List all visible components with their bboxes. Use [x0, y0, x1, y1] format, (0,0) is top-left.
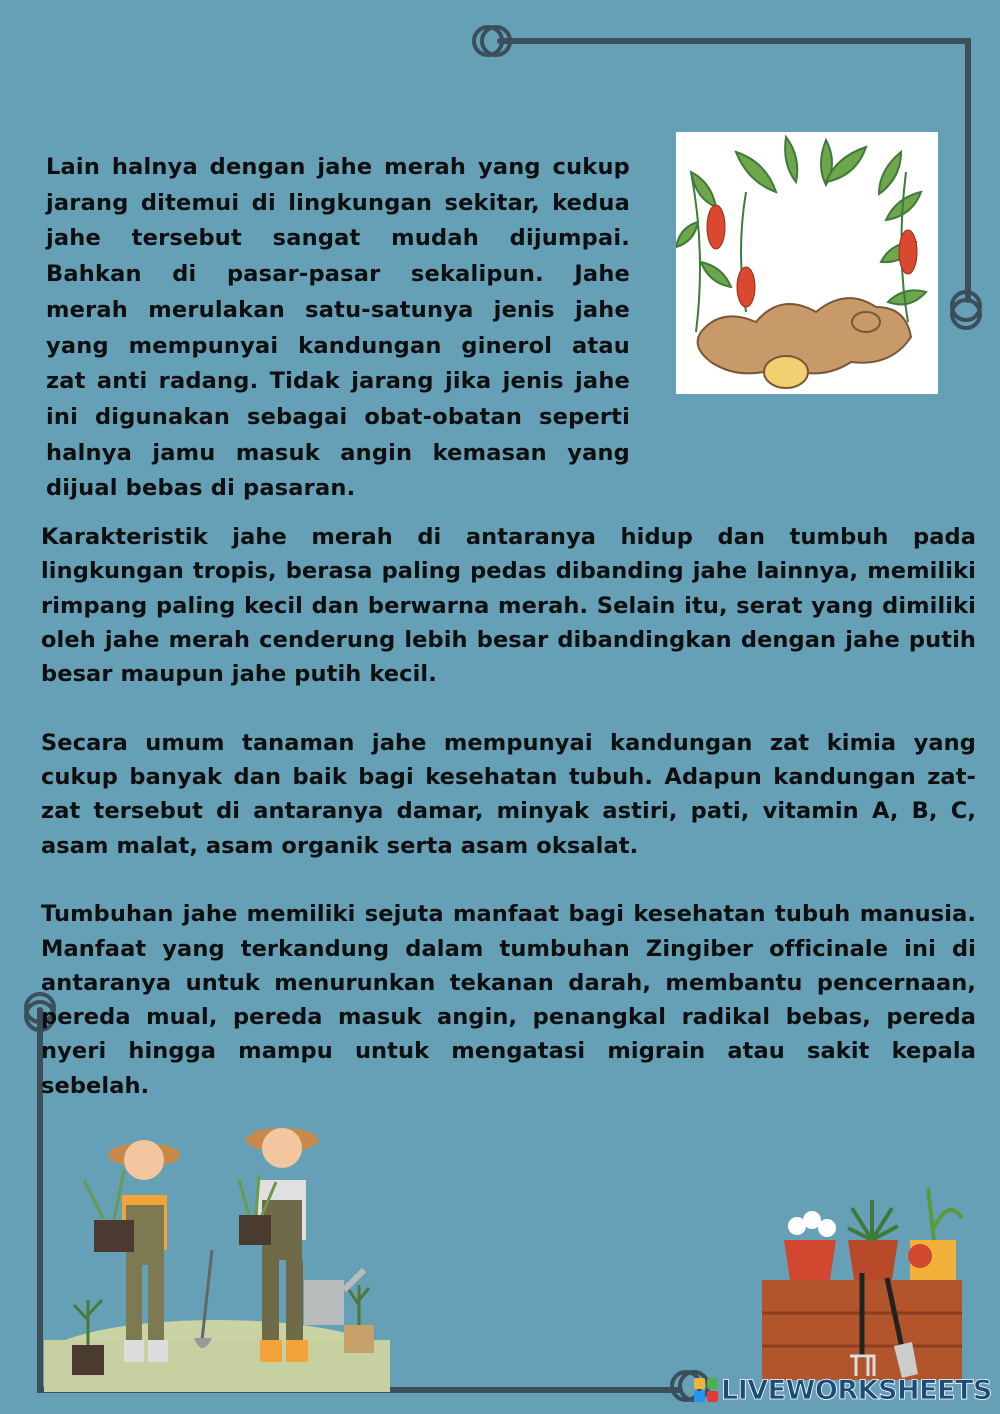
paragraph-benefits: Tumbuhan jahe memiliki sejuta manfaat bagi kesehatan tubuh manusia. Manfaat yang terkandung dalam tumbuhan Zingiber officinale ini di antaranya untuk menurunkan tekanan darah, membantu pencernaan, pereda mual, pereda masuk angin, penangkal radikal bebas, pereda nyeri hingga mampu untuk mengatasi migrain atau sakit kepala sebelah. [41, 901, 976, 1099]
intro-paragraph: Lain halnya dengan jahe merah yang cukup jarang ditemui di lingkungan sekitar, kedua jahe tersebut sangat mudah dijumpai. Bahkan di pasar-pasar sekalipun. Jahe merah merulakan satu-satunya jenis jahe yang mempunyai kandungan ginerol atau zat anti radang. Tidak jarang jika jenis jahe ini digunakan sebagai obat-obatan seperti halnya jamu masuk angin kemasan yang dijual bebas di pasaran. [46, 154, 630, 502]
crate-plants-illustration [752, 1178, 972, 1388]
ginger-illustration [676, 132, 938, 394]
gardeners-illustration [44, 1110, 390, 1392]
body-text [41, 520, 976, 1137]
liveworksheets-logo-icon [693, 1377, 719, 1403]
brand-name: LIVEWORKSHEETS [721, 1374, 992, 1406]
liveworksheets-brand[interactable] [693, 1373, 992, 1407]
paragraph-chemical-content: Secara umum tanaman jahe mempunyai kandungan zat kimia yang cukup banyak dan baik bagi kesehatan tubuh. Adapun kandungan zat-zat tersebut di antaranya damar, minyak astiri, pati, vitamin A, B, C, asam malat, asam organik serta asam oksalat. [41, 729, 976, 859]
paragraph-characteristics: Karakteristik jahe merah di antaranya hidup dan tumbuh pada lingkungan tropis, berasa paling pedas dibanding jahe lainnya, memiliki rimpang paling kecil dan berwarna merah. Selain itu, serat yang dimiliki oleh jahe merah cenderung lebih besar dibandingkan dengan jahe putih besar maupun jahe putih kecil. [41, 524, 976, 688]
